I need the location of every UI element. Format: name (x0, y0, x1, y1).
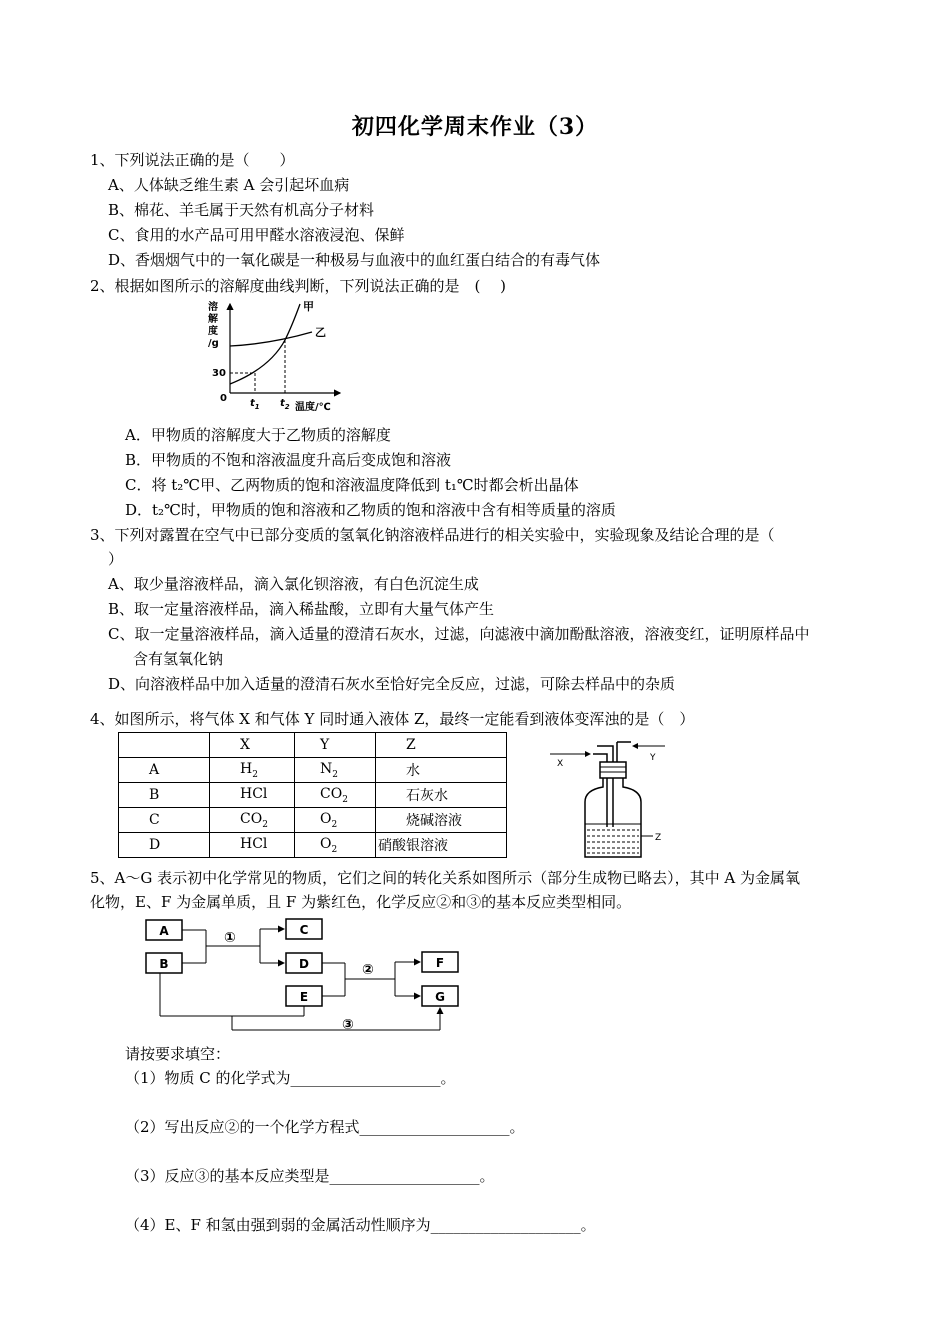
curve-jia-label: 甲 (303, 300, 314, 313)
q1-option-d: D、香烟烟气中的一氧化碳是一种极易与血液中的血红蛋白结合的有毒气体 (108, 251, 601, 269)
reaction-2-label: ② (362, 962, 374, 978)
q2-option-c: C．将 t₂℃甲、乙两物质的饱和溶液温度降低到 t₁℃时都会析出晶体 (125, 476, 579, 494)
svg-text:溶: 溶 (208, 302, 218, 313)
q3-stem: 3、下列对露置在空气中已部分变质的氢氧化钠溶液样品进行的相关实验中，实验现象及结论合理的是（ (90, 526, 775, 544)
svg-text:B: B (159, 957, 169, 971)
svg-text:E: E (299, 990, 309, 1004)
curve-yi-label: 乙 (315, 326, 326, 339)
table-row: B HCl $CO_2$ 石灰水 (119, 783, 507, 808)
svg-text:F: F (435, 956, 445, 970)
table-header-row: X Y Z (119, 733, 507, 758)
origin-label: 0 (220, 393, 227, 404)
svg-text:度: 度 (208, 326, 218, 337)
reaction-1-label: ① (224, 930, 236, 946)
table-row: C $CO_2$ $O_2$ 烧碱溶液 (119, 808, 507, 833)
reaction-diagram (140, 912, 470, 1037)
q5-blank-1: （1）物质 C 的化学式为____________________。 (125, 1069, 456, 1087)
t2-label: $t_2$ (280, 398, 290, 411)
gas-y-label: Y (650, 753, 656, 763)
q5-blank-4: （4）E、F 和氢由强到弱的金属活动性顺序为____________________。 (125, 1216, 596, 1234)
y-axis-label (208, 300, 219, 349)
curve-yi (230, 332, 312, 346)
x-axis-label: 温度/℃ (295, 402, 331, 413)
curve-jia (230, 304, 300, 384)
reaction-3-label: ③ (342, 1017, 354, 1033)
q5-prompt: 请按要求填空： (125, 1045, 231, 1063)
liquid-z-label: Z (655, 833, 662, 843)
solubility-graph (200, 298, 350, 418)
svg-text:G: G (435, 990, 445, 1004)
svg-text:D: D (299, 957, 309, 971)
q2-option-b: B．甲物质的不饱和溶液温度升高后变成饱和溶液 (125, 451, 452, 469)
q5-stem-cont: 化物，E、F 为金属单质，且 F 为紫红色，化学反应②和③的基本反应类型相同。 (90, 893, 632, 911)
q4-table (118, 732, 507, 858)
q5-stem: 5、A～G 表示初中化学常见的物质，它们之间的转化关系如图所示（部分生成物已略去），其中 A 为金属氧 (90, 869, 800, 887)
q2-stem: 2、根据如图所示的溶解度曲线判断，下列说法正确的是 ( ) (90, 277, 507, 295)
q3-option-c: C、取一定量溶液样品，滴入适量的澄清石灰水，过滤，向滤液中滴加酚酞溶液，溶液变红，证明原样品中 (108, 625, 810, 643)
y-tick-30: 30 (212, 368, 226, 379)
q1-stem: 1、下列说法正确的是（ ） (90, 151, 295, 169)
q1-option-c: C、食用的水产品可用甲醛水溶液浸泡、保鲜 (108, 226, 405, 244)
svg-text:解: 解 (208, 314, 218, 325)
q3-option-a: A、取少量溶液样品，滴入氯化钡溶液，有白色沉淀生成 (108, 575, 479, 593)
q1-option-b: B、棉花、羊毛属于天然有机高分子材料 (108, 201, 375, 219)
gas-bottle-apparatus (545, 732, 685, 862)
table-row: D HCl $O_2$ 硝酸银溶液 (119, 833, 507, 858)
svg-text:C: C (299, 923, 309, 937)
q3-stem-cont: ） (108, 550, 124, 568)
svg-text:/g: /g (208, 338, 219, 349)
q2-option-a: A．甲物质的溶解度大于乙物质的溶解度 (125, 426, 391, 444)
t1-label: $t_1$ (250, 398, 260, 411)
q3-option-c-cont: 含有氢氧化钠 (133, 650, 224, 668)
page-title: 初四化学周末作业（3） (351, 114, 599, 140)
gas-x-label: X (557, 759, 564, 769)
q5-blank-3: （3）反应③的基本反应类型是____________________。 (125, 1167, 495, 1185)
q3-option-b: B、取一定量溶液样品，滴入稀盐酸，立即有大量气体产生 (108, 600, 495, 618)
svg-text:A: A (159, 924, 169, 938)
q2-option-d: D．t₂℃时，甲物质的饱和溶液和乙物质的饱和溶液中含有相等质量的溶质 (125, 501, 616, 519)
q1-option-a: A、人体缺乏维生素 A 会引起坏血病 (108, 176, 350, 194)
q5-blank-2: （2）写出反应②的一个化学方程式____________________。 (125, 1118, 525, 1136)
q4-stem: 4、如图所示，将气体 X 和气体 Y 同时通入液体 Z，最终一定能看到液体变浑浊的是（ ） (90, 710, 695, 728)
q3-option-d: D、向溶液样品中加入适量的澄清石灰水至恰好完全反应，过滤，可除去样品中的杂质 (108, 675, 676, 693)
table-row: A $H_2$ $N_2$ 水 (119, 758, 507, 783)
